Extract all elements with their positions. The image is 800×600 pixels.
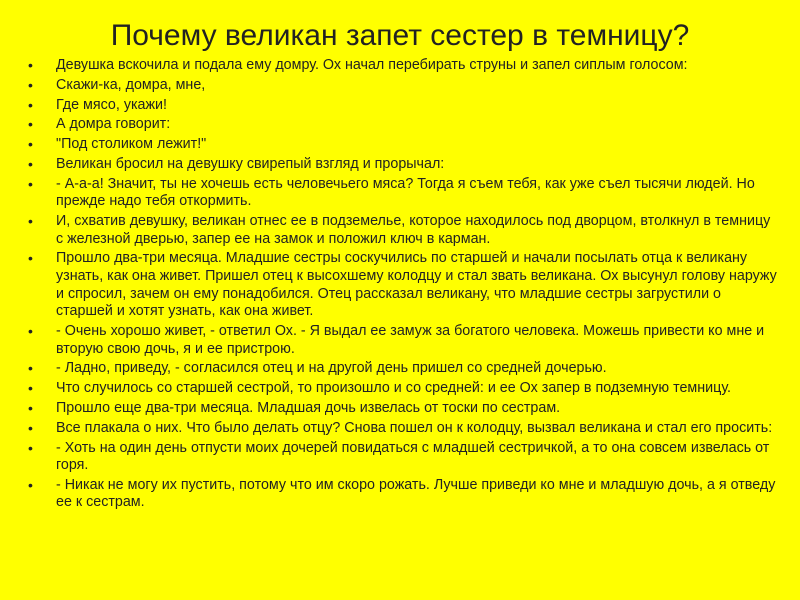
paragraph-text: "Под столиком лежит!": [56, 136, 207, 153]
bullet-icon: •: [28, 175, 33, 192]
bullet-icon: •: [28, 476, 33, 493]
paragraph-text: Девушка вскочила и подала ему домру. Ох начал перебирать струны и запел сиплым голосом:: [56, 57, 688, 73]
list-item: [26, 360, 778, 378]
paragraph-text: Где мясо, укажи!: [56, 96, 168, 113]
paragraph-text: Прошло еще два-три месяца. Младшая дочь извелась от тоски по сестрам.: [56, 399, 561, 416]
bullet-icon: •: [28, 380, 33, 397]
bullet-icon: •: [28, 419, 33, 436]
list-item: [26, 400, 778, 418]
paragraph-text: - Ладно, приведу, - согласился отец и на другой день пришел со средней дочерью.: [56, 360, 607, 377]
list-item: [26, 420, 778, 438]
slide-title: Почему великан запет сестер в темницу?: [110, 19, 690, 52]
list-item: [26, 323, 778, 358]
paragraph-text: И, схватив девушку, великан отнес ее в подземелье, которое находилось под дворцом, втолкнул в темницу с железной дверью, запер ее на замок и положил ключ в карман.: [56, 213, 771, 247]
bullet-icon: •: [28, 76, 33, 93]
paragraph-text: - А-а-а! Значит, ты не хочешь есть человечьего мяса? Тогда я съем тебя, как уже съел тысячи людей. Но прежде надо тебя откормить.: [56, 175, 755, 210]
bullet-icon: •: [28, 399, 33, 416]
list-item: [26, 440, 778, 475]
list-item: [26, 156, 778, 174]
bullet-icon: •: [28, 323, 33, 339]
paragraph-text: - Никак не могу их пустить, потому что им скоро рожать. Лучше приведи ко мне и младшую дочь, а я отведу ее к сестрам.: [56, 476, 776, 511]
list-item: [26, 136, 778, 154]
paragraph-text: Прошло два-три месяца. Младшие сестры соскучились по старшей и начали посылать отца к великану узнать, как она живет. Пришел отец к высохшему колодцу и стал звать великана. Ох высунул голову наружу и спросил, зачем он ему понадобился. Отец рассказал великану, что младшие сестры загрустили о старшей и хотят узнать, как она живет.: [56, 250, 777, 320]
list-item: [26, 477, 778, 512]
paragraph-text: А домра говорит:: [56, 116, 171, 133]
bullet-icon: •: [28, 116, 33, 133]
paragraph-text: Великан бросил на девушку свирепый взгляд и прорычал:: [56, 155, 445, 172]
bullet-icon: •: [28, 57, 33, 73]
paragraph-text: Все плакала о них. Что было делать отцу? Снова пошел он к колодцу, вызвал великана и стал его просить:: [56, 419, 773, 436]
paragraph-text: - Хоть на один день отпусти моих дочерей повидаться с младшей сестричкой, а то она совсем извелась от горя.: [56, 439, 770, 474]
list-item: [26, 97, 778, 115]
list-item: [26, 380, 778, 398]
bullet-icon: •: [28, 213, 33, 230]
paragraph-text: Скажи-ка, домра, мне,: [56, 76, 206, 93]
bullet-icon: •: [28, 439, 33, 456]
bullet-icon: •: [28, 250, 33, 267]
paragraph-text: Что случилось со старшей сестрой, то произошло и со средней: и ее Ох запер в подземную темницу.: [56, 380, 732, 397]
list-item: [26, 116, 778, 134]
bullet-icon: •: [28, 96, 33, 113]
list-item: [26, 57, 778, 75]
paragraph-text: - Очень хорошо живет, - ответил Ох. - Я выдал ее замуж за богатого человека. Можешь привести ко мне и вторую свою дочь, я и ее пристрою.: [56, 323, 765, 357]
list-item: [26, 77, 778, 95]
bullet-icon: •: [28, 360, 33, 377]
bullet-icon: •: [28, 136, 33, 153]
bullet-icon: •: [28, 155, 33, 172]
list-item: [26, 250, 778, 320]
bullet-list: [26, 57, 778, 514]
list-item: [26, 176, 778, 211]
list-item: [26, 213, 778, 248]
